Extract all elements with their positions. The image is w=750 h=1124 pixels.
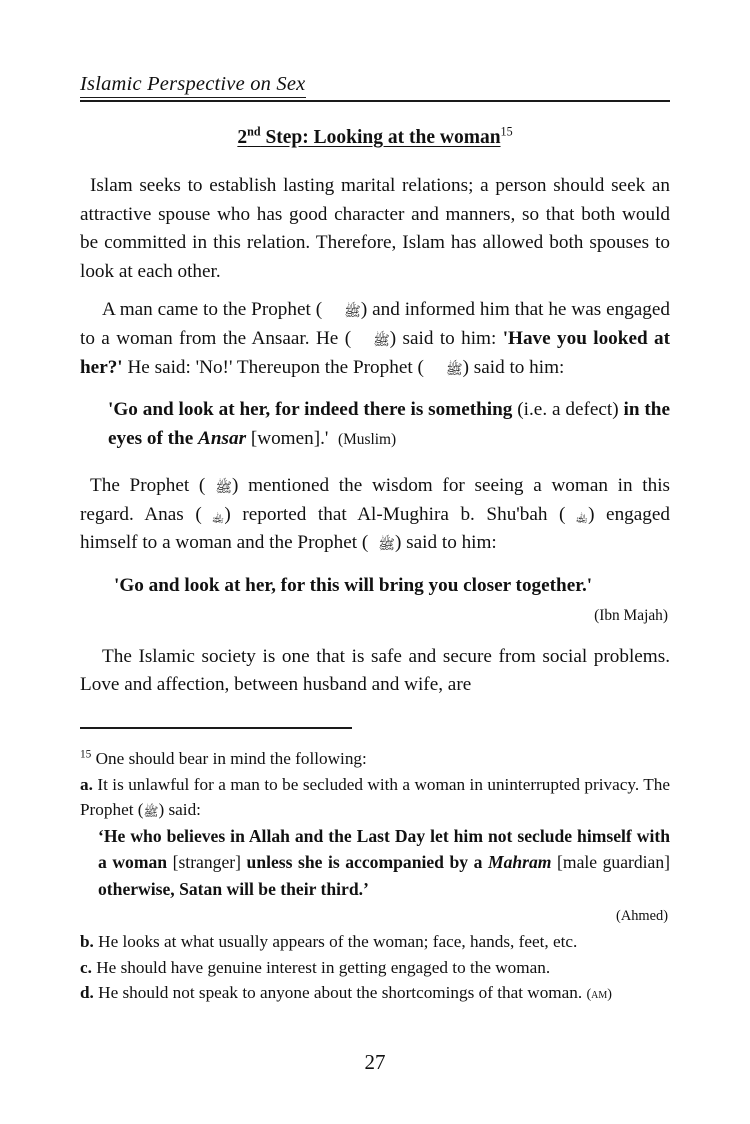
footnote-item-d-attribution: (am) [586, 986, 612, 1003]
section-heading [80, 126, 670, 149]
narration2-seg-1: The Prophet ( [90, 474, 206, 496]
footnote-item-c-label: c. [80, 957, 92, 977]
footnote-marker: 15 [80, 748, 92, 761]
narration-seg-4: He said: 'No!' Thereupon the Prophet ( [122, 356, 424, 378]
footnote-intro-text: One should bear in mind the following: [91, 749, 367, 768]
footnote-quote-gloss-2: [male guardian] [551, 852, 671, 873]
quote-two-attribution: (Ibn Majah) [594, 607, 668, 625]
quote-one-bold-2: in the eyes of the [108, 399, 670, 449]
quote-one-gloss-1: (i.e. a defect) [512, 399, 619, 421]
quote-one-attribution: (Muslim) [337, 430, 397, 448]
paragraph-narration-one: A man came to the Prophet ( ﷺ) and informed him that he was engaged to a woman from the Ansaar. He ( ﷺ) said to him: 'Have you looked at her?' He said: 'No!' Thereupon the Prophet ( ﷺ) said to him: [80, 299, 670, 378]
narration-seg-5: ) said to him: [462, 356, 565, 378]
footnote-item-b-label: b. [80, 932, 94, 952]
paragraph-narration-two: The Prophet ( ﷺ) mentioned the wisdom for seeing a woman in this regard. Anas ( ﵀) reported that Al-Mughira b. Shu'bah ( ﵀) engaged himself to a woman and the Prophet ( ﷺ) said to him: [80, 474, 670, 554]
footnote-block [80, 746, 670, 1008]
hadith-quote-one [80, 396, 670, 454]
footnote-separator [80, 727, 352, 729]
body-column [80, 172, 670, 700]
footnote-item-a-seg-1: It is unlawful for a man to be secluded with a woman in uninterrupted privacy. The Prophet ( [80, 774, 670, 820]
quote-two-text: 'Go and look at her, for this will bring you closer together.' [114, 574, 593, 596]
footnote-item-d-text: He should not speak to anyone about the shortcomings of that woman. [93, 983, 587, 1003]
narration2-seg-3: ) reported that Al-Mughira b. Shu'bah ( [224, 503, 566, 525]
footnote-item-b [80, 929, 670, 955]
hadith-quote-two [80, 572, 670, 631]
narration-seg-1: A man came to the Prophet ( [102, 299, 323, 321]
page-number: 27 [364, 1050, 386, 1074]
quote-one-gloss-2: [women].' [246, 427, 329, 449]
section-heading-number: 2 [237, 127, 248, 148]
paragraph-closing-text: The Islamic society is one that is safe and secure from social problems. Love and affection, between husband and wife, are [80, 645, 670, 696]
narration2-seg-2: ) mentioned the wisdom for seeing a woman in this regard. Anas ( [80, 474, 670, 525]
narration2-seg-5: ) said to him: [394, 532, 497, 554]
running-header-title: Islamic Perspective on Sex [80, 74, 306, 98]
paragraph-intro [80, 172, 670, 286]
spacer [80, 454, 670, 472]
footnote-item-d-label: d. [80, 983, 94, 1003]
footnote-quote-italic-mahram: Mahram [487, 852, 552, 873]
footnote-item-a: a. It is unlawful for a man to be secluded with a woman in uninterrupted privacy. The Prophet (ﷺ) said: [80, 774, 670, 820]
footnote-quote-gloss-1: [stranger] [167, 852, 241, 873]
footnote-hadith-quote [80, 823, 670, 903]
footnote-item-c [80, 955, 670, 981]
spacer [80, 631, 670, 643]
quote-one-bold-1: 'Go and look at her, for indeed there is something [108, 399, 513, 421]
narration-bold-question: 'Have you looked at her?' [80, 327, 670, 378]
narration-seg-3: ) said to him: [389, 327, 503, 349]
narration2-seg-4: ) engaged himself to a woman and the Prophet ( [80, 503, 670, 554]
section-heading-footnote-marker: 15 [500, 124, 513, 139]
footnote-item-d [80, 980, 670, 1008]
section-heading-text: Step: Looking at the woman [260, 127, 501, 148]
running-header [80, 74, 670, 102]
footnote-quote-bold-2: unless she is accompanied by a [241, 852, 488, 873]
footnote-quote-bold-3: otherwise, Satan will be their third.’ [98, 878, 369, 899]
footnote-quote-attribution: (Ahmed) [616, 907, 668, 924]
narration-seg-2: ) and informed him that he was engaged to a woman from the Ansaar. He ( [80, 299, 670, 349]
footnote-item-b-text: He looks at what usually appears of the woman; face, hands, feet, etc. [93, 932, 578, 952]
footnote-item-a-label: a. [80, 774, 93, 794]
footnote-intro [80, 746, 670, 772]
footnote-item-c-text: He should have genuine interest in getting engaged to the woman. [91, 957, 551, 977]
section-heading-ordinal: nd [247, 124, 261, 139]
footnote-item-a-seg-2: ) said: [158, 800, 201, 820]
quote-one-italic-ansar: Ansar [198, 427, 247, 449]
footnote-quote-bold-1: ‘He who believes in Allah and the Last Day let him not seclude himself with a woman [98, 825, 670, 873]
paragraph-intro-text: Islam seeks to establish lasting marital relations; a person should seek an attractive spouse who has good character and manners, so that both would be committed in this relation. Therefore, Islam has allowed both spouses to look at each other. [80, 175, 670, 282]
section-heading-underlined [237, 124, 501, 148]
paragraph-closing [80, 643, 670, 700]
